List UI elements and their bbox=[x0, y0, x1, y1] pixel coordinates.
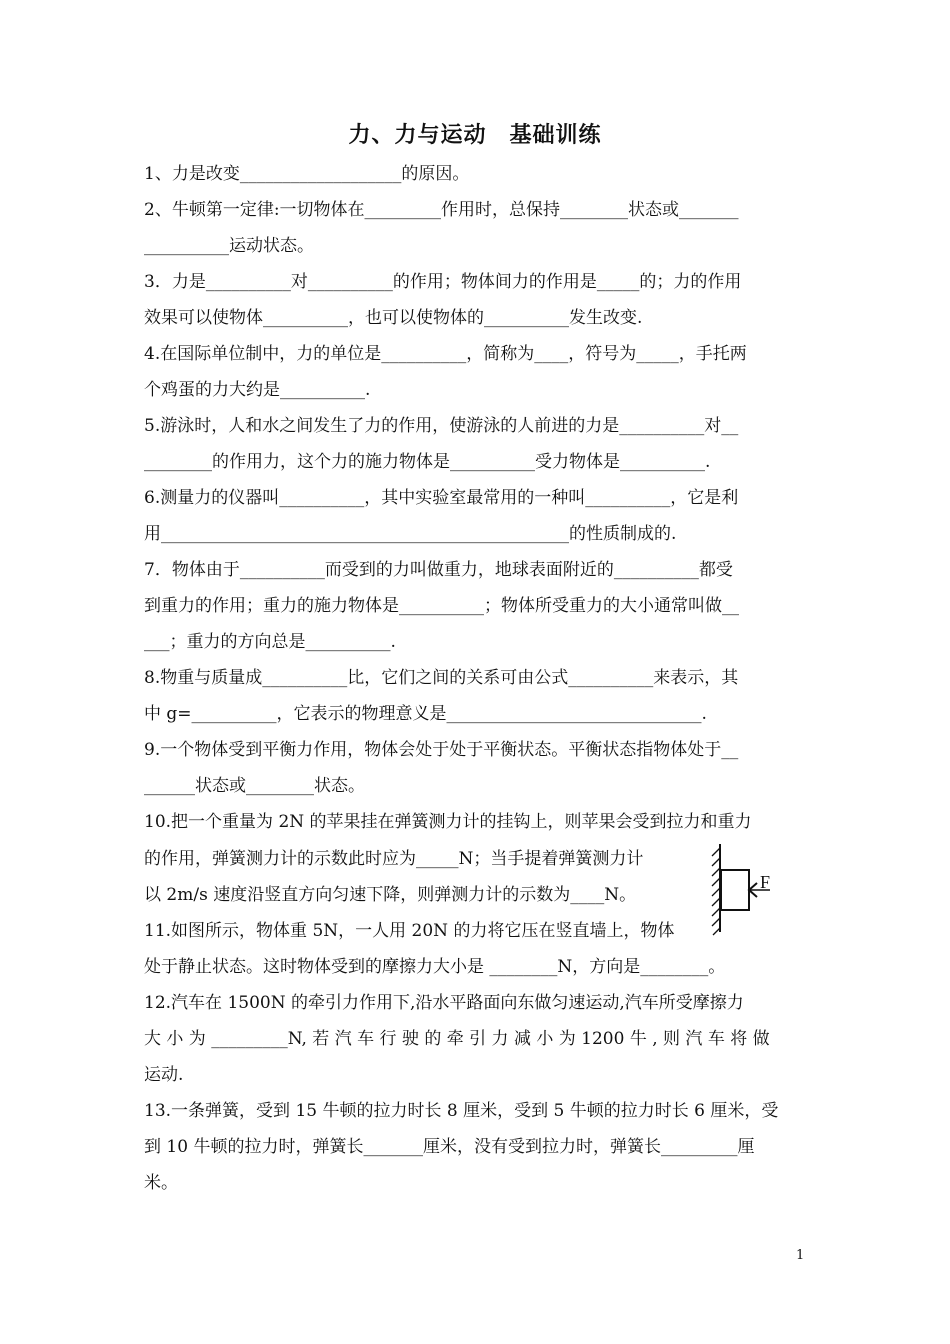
text-line: 10.把一个重量为 2N 的苹果挂在弹簧测力计的挂钩上，则苹果会受到拉力和重力 bbox=[144, 812, 752, 832]
text-line: 9.一个物体受到平衡力作用，物体会处于处于平衡状态。平衡状态指物体处于__ bbox=[144, 740, 739, 760]
wall-block-figure bbox=[700, 842, 790, 937]
text-line: 2、牛顿第一定律:一切物体在_________作用时，总保持________状态或_______ bbox=[144, 200, 739, 220]
text-line: 用________________________________________________的性质制成的. bbox=[144, 524, 677, 544]
text-line: 到重力的作用；重力的施力物体是__________；物体所受重力的大小通常叫做__ bbox=[144, 596, 739, 616]
text-line: 6.测量力的仪器叫__________，其中实验室最常用的一种叫__________，它是利 bbox=[144, 488, 739, 508]
text-line: 以 2m/s 速度沿竖直方向匀速下降，则弹测力计的示数为____N。 bbox=[144, 885, 637, 905]
text-line: 12.汽车在 1500N 的牵引力作用下,沿水平路面向东做匀速运动,汽车所受摩擦力 bbox=[144, 993, 744, 1013]
force-label: F bbox=[760, 872, 771, 892]
text-line: ___；重力的方向总是__________. bbox=[144, 632, 396, 652]
text-line: 11.如图所示，物体重 5N，一人用 20N 的力将它压在竖直墙上，物体 bbox=[144, 921, 675, 941]
page-title: 力、力与运动 基础训练 bbox=[348, 123, 602, 148]
block bbox=[721, 870, 749, 910]
text-line: 13.一条弹簧，受到 15 牛顿的拉力时长 8 厘米，受到 5 牛顿的拉力时长 6 厘米，受 bbox=[144, 1101, 779, 1121]
text-line: 8.物重与质量成__________比，它们之间的关系可由公式__________来表示，其 bbox=[144, 668, 739, 688]
text-line: 中 g=__________，它表示的物理意义是______________________________. bbox=[144, 704, 707, 724]
text-line: ______状态或________状态。 bbox=[144, 776, 365, 796]
text-line: 处于静止状态。这时物体受到的摩擦力大小是 ________N，方向是________。 bbox=[144, 957, 726, 977]
text-line: 大 小 为 _________N, 若 汽 车 行 驶 的 牵 引 力 减 小 为 1200 牛 , 则 汽 车 将 做 bbox=[144, 1029, 770, 1049]
page-number: 1 bbox=[796, 1248, 805, 1263]
text-line: __________运动状态。 bbox=[144, 236, 314, 256]
text-line: 5.游泳时，人和水之间发生了力的作用，使游泳的人前进的力是__________对__ bbox=[144, 416, 739, 436]
text-line: 1、力是改变___________________的原因。 bbox=[144, 164, 470, 184]
text-line: 运动. bbox=[144, 1065, 184, 1085]
wall-hatching bbox=[712, 848, 720, 935]
text-line: 到 10 牛顿的拉力时，弹簧长_______厘米，没有受到拉力时，弹簧长_________厘 bbox=[144, 1137, 755, 1157]
text-line: 4.在国际单位制中，力的单位是__________，简称为____，符号为_____，手托两 bbox=[144, 344, 747, 364]
text-line: 的作用，弹簧测力计的示数此时应为_____N；当手提着弹簧测力计 bbox=[144, 849, 644, 869]
text-line: 3．力是__________对__________的作用；物体间力的作用是_____的；力的作用 bbox=[144, 272, 742, 292]
text-line: ________的作用力，这个力的施力物体是__________受力物体是__________. bbox=[144, 452, 711, 472]
text-line: 米。 bbox=[144, 1173, 178, 1193]
text-line: 效果可以使物体__________，也可以使物体的__________发生改变. bbox=[144, 308, 643, 328]
text-line: 个鸡蛋的力大约是__________. bbox=[144, 380, 371, 400]
text-line: 7．物体由于__________而受到的力叫做重力，地球表面附近的__________都受 bbox=[144, 560, 733, 580]
